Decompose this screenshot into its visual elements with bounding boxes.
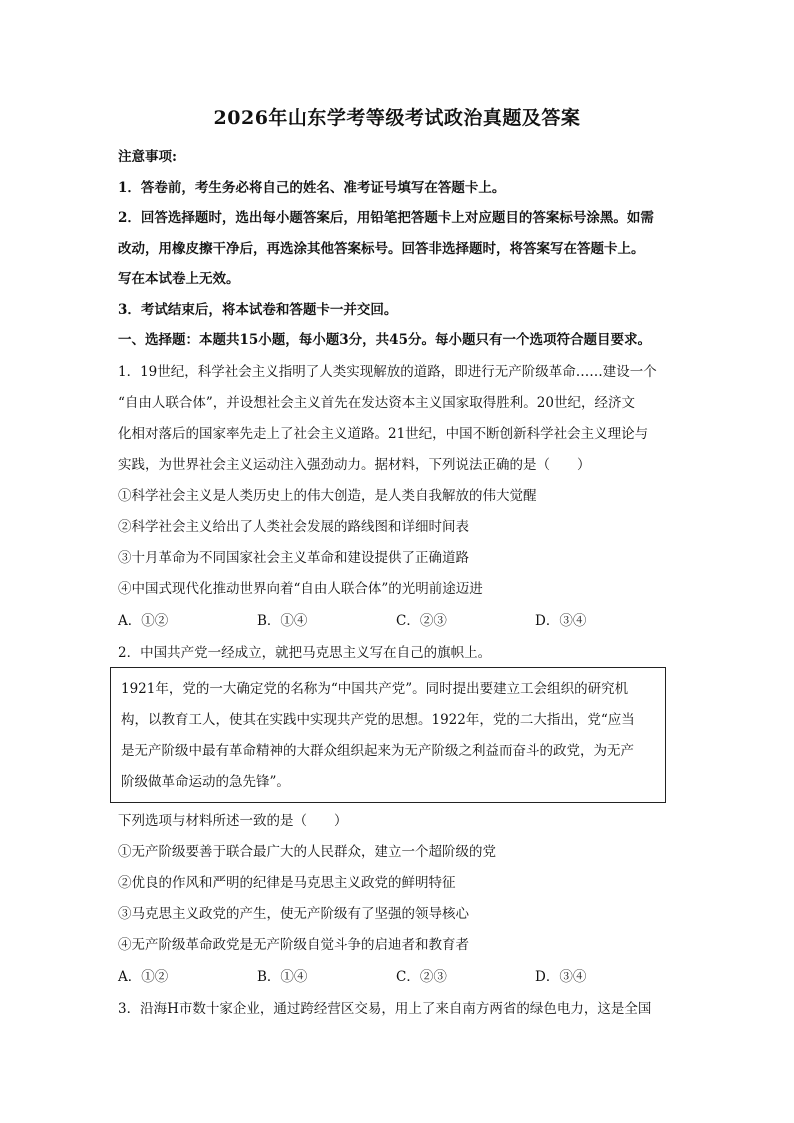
notice-item: 2．回答选择题时，选出每小题答案后，用铅笔把答题卡上对应题目的答案标号涂黑。如需 — [118, 210, 654, 226]
q2-material-line: 阶级做革命运动的急先锋”。 — [121, 774, 290, 790]
q2-material-box — [110, 667, 666, 803]
section-heading: 一、选择题：本题共15小题，每小题3分，共45分。每小题只有一个选项符合题目要求。 — [118, 332, 651, 348]
q1-stem-line: 1．19世纪，科学社会主义指明了人类实现解放的道路，即进行无产阶级革命……建设一个 — [118, 364, 657, 380]
q1-option-c: C．②③ — [396, 613, 447, 629]
q2-statement: ②优良的作风和严明的纪律是马克思主义政党的鲜明特征 — [118, 875, 456, 891]
q2-option-b: B．①④ — [257, 969, 308, 985]
q2-material-line: 1921年，党的一大确定党的名称为“中国共产党”。同时提出要建立工会组织的研究机 — [121, 681, 629, 697]
q1-statement: ④中国式现代化推动世界向着“自由人联合体”的光明前途迈进 — [118, 581, 483, 597]
q1-stem-line: 化相对落后的国家率先走上了社会主义道路。21世纪，中国不断创新科学社会主义理论与 — [118, 426, 649, 442]
page-title: 2026年山东学考等级考试政治真题及答案 — [213, 107, 581, 129]
q3-stem: 3．沿海H市数十家企业，通过跨经营区交易，用上了来自南方两省的绿色电力，这是全国 — [118, 1001, 652, 1017]
q2-option-c: C．②③ — [396, 969, 447, 985]
q1-option-d: D．③④ — [535, 613, 587, 629]
q1-statement: ②科学社会主义给出了人类社会发展的路线图和详细时间表 — [118, 519, 469, 535]
notice-item: 写在本试卷上无效。 — [118, 271, 240, 287]
notice-heading: 注意事项: — [118, 149, 177, 165]
q2-option-a: A．①② — [118, 969, 169, 985]
q1-statement: ③十月革命为不同国家社会主义革命和建设提供了正确道路 — [118, 550, 469, 566]
q2-stem: 2．中国共产党一经成立，就把马克思主义写在自己的旗帜上。 — [118, 645, 492, 661]
q2-statement: ④无产阶级革命政党是无产阶级自觉斗争的启迪者和教育者 — [118, 937, 469, 953]
q2-statement: ③马克思主义政党的产生，使无产阶级有了坚强的领导核心 — [118, 906, 469, 922]
notice-item: 改动，用橡皮擦干净后，再选涂其他答案标号。回答非选择题时，将答案写在答题卡上。 — [118, 241, 645, 257]
q2-material-line: 是无产阶级中最有革命精神的大群众组织起来为无产阶级之利益而奋斗的政党，为无产 — [121, 743, 634, 759]
q2-question: 下列选项与材料所述一致的是（ ） — [118, 813, 348, 829]
notice-item: 1．答卷前，考生务必将自己的姓名、准考证号填写在答题卡上。 — [118, 180, 506, 196]
q2-material-line: 构，以教育工人，使其在实践中实现共产党的思想。1922年，党的二大指出，党“应当 — [121, 712, 635, 728]
notice-item: 3．考试结束后，将本试卷和答题卡一并交回。 — [118, 302, 398, 318]
q1-statement: ①科学社会主义是人类历史上的伟大创造，是人类自我解放的伟大觉醒 — [118, 488, 537, 504]
q1-option-a: A．①② — [118, 613, 169, 629]
q1-stem-line: “自由人联合体”，并设想社会主义首先在发达资本主义国家取得胜利。20世纪，经济文 — [118, 395, 635, 411]
q1-option-b: B．①④ — [257, 613, 308, 629]
q2-option-d: D．③④ — [535, 969, 587, 985]
q1-stem-line: 实践，为世界社会主义运动注入强劲动力。据材料，下列说法正确的是（ ） — [118, 457, 591, 473]
q2-statement: ①无产阶级要善于联合最广大的人民群众，建立一个超阶级的党 — [118, 844, 496, 860]
